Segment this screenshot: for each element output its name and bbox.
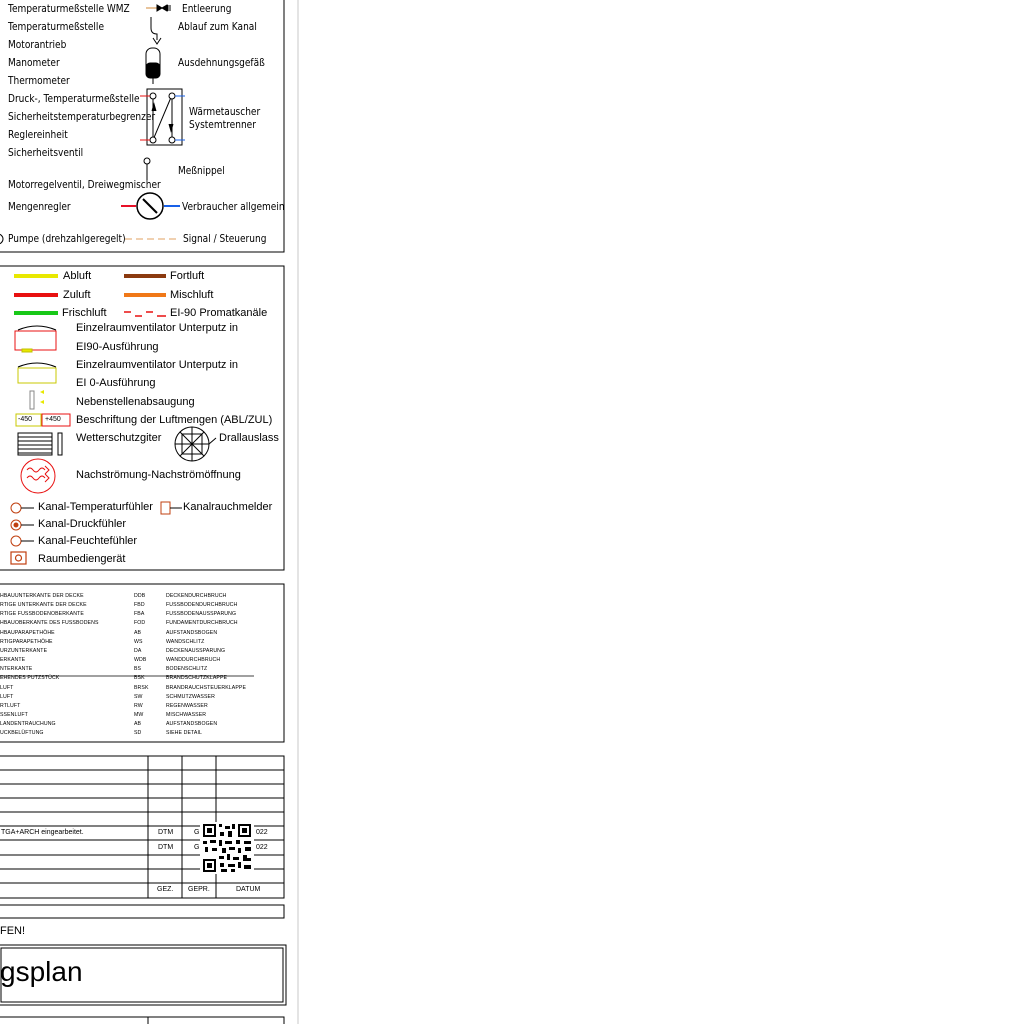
abbr-left-2: RTIGE FUSSBODENOBERKANTE — [0, 611, 84, 618]
revision-row1-date: 022 — [256, 829, 268, 836]
abbr-right-11: SCHMUTZWASSER — [166, 693, 215, 700]
abbr-left-14: LANDENTRAUCHUNG — [0, 721, 56, 728]
abbr-left-6: URZUNTERKANTE — [0, 647, 48, 654]
col-header-datum: DATUM — [236, 886, 261, 893]
abbr-code-13: MW — [134, 711, 144, 718]
duct-temp-sensor-icon — [11, 503, 34, 513]
legend-heat-exchanger: Wärmetauscher Systemtrenner — [189, 105, 261, 131]
legend-flow-regulator: Mengenregler — [8, 200, 71, 213]
legend-pump: Pumpe (drehzahlgeregelt) — [8, 232, 126, 245]
abbr-right-7: WANDDURCHBRUCH — [166, 657, 221, 664]
abbr-left-5: RTIGPARAPETHÖHE — [0, 638, 53, 645]
legend-abluft: Abluft — [63, 270, 92, 282]
legend-mischluft: Mischluft — [170, 289, 214, 301]
abbr-left-15: UCKBELÜFTUNG — [0, 730, 44, 737]
revision-row1-text: TGA+ARCH eingearbeitet. — [1, 829, 84, 836]
abbr-code-7: WDB — [134, 657, 147, 664]
duct-smoke-detector-icon — [161, 502, 182, 514]
legend-temp-wmz: Temperaturmeßstelle WMZ — [8, 2, 130, 15]
bottom-frame — [0, 1017, 284, 1024]
abbr-right-5: WANDSCHLITZ — [166, 638, 205, 645]
legend-pressure-temp: Druck-, Temperaturmeßstelle — [8, 92, 140, 105]
abbr-right-6: DECKENAUSSPARUNG — [166, 647, 226, 654]
plan-title: gsplan — [0, 956, 83, 987]
notice-text: FEN! — [0, 925, 26, 937]
legend-fortluft: Fortluft — [170, 270, 205, 282]
abbr-right-2: FUSSBODENAUSSPARUNG — [166, 611, 237, 618]
legend-temp: Temperaturmeßstelle — [8, 20, 105, 33]
legend-weather-grille: Wetterschutzgiter — [76, 432, 162, 444]
abbr-right-13: MISCHWASSER — [166, 711, 207, 718]
legend-motor-valve: Motorregelventil, Dreiwegmischer — [8, 178, 161, 191]
legend-controller: Reglereinheit — [8, 128, 68, 141]
legend-swirl-diffuser: Drallauslass — [219, 432, 279, 444]
revision-row2-gez: DTM — [158, 844, 174, 851]
legend-zuluft: Zuluft — [63, 289, 91, 301]
legend-duct-pressure: Kanal-Druckfühler — [38, 518, 127, 530]
legend-smoke-detector: Kanalrauchmelder — [183, 501, 273, 513]
duct-humidity-sensor-icon — [11, 536, 34, 546]
abbr-left-10: LUFT — [0, 684, 14, 691]
test-nipple-icon — [144, 158, 150, 180]
legend-air-volumes: Beschriftung der Luftmengen (ABL/ZUL) — [76, 414, 273, 426]
abbr-right-4: AUFSTANDSBOGEN — [166, 629, 218, 636]
duct-pressure-sensor-icon — [11, 520, 34, 530]
flow-regulator-icon — [121, 193, 180, 219]
legend-test-nipple: Meßnippel — [178, 164, 225, 177]
abbr-left-12: RTLUFT — [0, 702, 21, 709]
tag-minus-label: -450 — [18, 416, 33, 423]
legend-extraction: Nebenstellenabsaugung — [76, 396, 195, 408]
legend-duct-humidity: Kanal-Feuchtefühler — [38, 535, 138, 547]
abbr-code-10: BRSK — [134, 684, 149, 691]
abbr-right-10: BRANDRAUCHSTEUERKLAPPE — [166, 684, 247, 691]
drain-valve-icon — [146, 5, 170, 11]
pump-icon — [0, 234, 3, 244]
overflow-opening-icon — [21, 459, 55, 493]
abbr-left-0: HBAUUNTERKANTE DER DECKE — [0, 593, 84, 599]
weather-grille-icon — [18, 433, 62, 455]
legend-drain: Entleerung — [182, 2, 232, 15]
abbr-left-3: HBAUOBERKANTE DES FUSSBODENS — [0, 620, 99, 627]
extraction-point-icon — [30, 390, 44, 409]
abbr-left-4: HBAUPARAPETHÖHE — [0, 629, 55, 636]
abbr-code-5: WS — [134, 638, 143, 645]
legend-consumer: Verbraucher allgemein — [182, 200, 285, 213]
legend-safety-temp: Sicherheitstemperaturbegrenzer — [8, 110, 156, 123]
abbr-left-8: NTERKANTE — [0, 666, 33, 673]
revision-row2-gepr: G — [194, 844, 200, 851]
abbr-right-1: FUSSBODENDURCHBRUCH — [166, 602, 238, 609]
abbr-right-0: DECKENDURCHBRUCH — [166, 593, 227, 599]
abbr-code-3: FOD — [134, 620, 146, 627]
abbr-code-8: BS — [134, 666, 142, 673]
promat-line — [124, 312, 166, 316]
legend-fan-ei90-1: Einzelraumventilator Unterputz in — [76, 322, 239, 334]
col-header-gepr: GEPR. — [188, 886, 210, 893]
abbr-code-0: DDB — [134, 593, 146, 599]
revision-row1-gez: DTM — [158, 829, 174, 836]
room-control-unit-icon — [11, 552, 26, 564]
abbr-left-13: SSENLUFT — [0, 711, 28, 718]
revision-row1-gepr: G — [194, 829, 200, 836]
fan-ei90-icon — [15, 326, 56, 352]
legend-frischluft: Frischluft — [62, 307, 107, 319]
abbr-right-8: BODENSCHLITZ — [166, 666, 208, 673]
col-header-gez: GEZ. — [157, 886, 174, 893]
swirl-diffuser-icon — [175, 427, 216, 461]
drain-to-sewer-icon — [151, 17, 161, 44]
expansion-vessel-icon — [146, 48, 160, 84]
abbr-left-11: LUFT — [0, 693, 14, 700]
notice-frame — [0, 905, 284, 918]
abbr-code-9: BSK — [134, 675, 145, 682]
legend-duct-temp: Kanal-Temperaturfühler — [38, 501, 153, 513]
abbr-left-9: EHENDES PUTZSTÜCK — [0, 675, 60, 682]
abbr-right-3: FUNDAMENTDURCHBRUCH — [166, 620, 238, 627]
legend-signal: Signal / Steuerung — [183, 232, 267, 245]
abbr-right-14: AUFSTANDSBOGEN — [166, 721, 218, 728]
legend-overflow: Nachströmung-Nachströmöffnung — [76, 469, 241, 481]
abbr-code-11: SW — [134, 693, 143, 700]
fan-ei0-icon — [18, 363, 56, 383]
legend-room-unit: Raumbediengerät — [38, 553, 126, 565]
qr-code-icon — [200, 822, 254, 874]
legend-fan-ei0-1: Einzelraumventilator Unterputz in — [76, 359, 239, 371]
abbr-code-14: AB — [134, 721, 142, 728]
abbr-right-12: REGENWASSER — [166, 702, 208, 709]
legend-fan-ei0-2: EI 0-Ausführung — [76, 377, 156, 389]
abbr-code-15: SD — [134, 730, 142, 737]
tag-plus-label: +450 — [45, 416, 61, 423]
abbr-code-6: DA — [134, 647, 142, 654]
abbr-left-1: RTIGE UNTERKANTE DER DECKE — [0, 602, 87, 609]
abbr-right-15: SIEHE DETAIL — [166, 730, 202, 737]
abbr-code-2: FBA — [134, 611, 145, 618]
abbr-code-12: RW — [134, 702, 143, 709]
abbr-left-7: ERKANTE — [0, 657, 26, 664]
legend-motor: Motorantrieb — [8, 38, 67, 51]
abbr-code-4: AB — [134, 629, 142, 636]
legend-sewer: Ablauf zum Kanal — [178, 20, 257, 33]
legend-expansion: Ausdehnungsgefäß — [178, 56, 265, 69]
abbr-right-9: BRANDSCHUTZKLAPPE — [166, 675, 228, 682]
legend-promat: EI-90 Promatkanäle — [170, 307, 268, 319]
legend-fan-ei90-2: EI90-Ausführung — [76, 341, 159, 353]
revision-row2-date: 022 — [256, 844, 268, 851]
legend-safety-valve: Sicherheitsventil — [8, 146, 84, 159]
abbr-code-1: FBD — [134, 602, 145, 609]
legend-thermometer: Thermometer — [8, 74, 70, 87]
legend-manometer: Manometer — [8, 56, 60, 69]
